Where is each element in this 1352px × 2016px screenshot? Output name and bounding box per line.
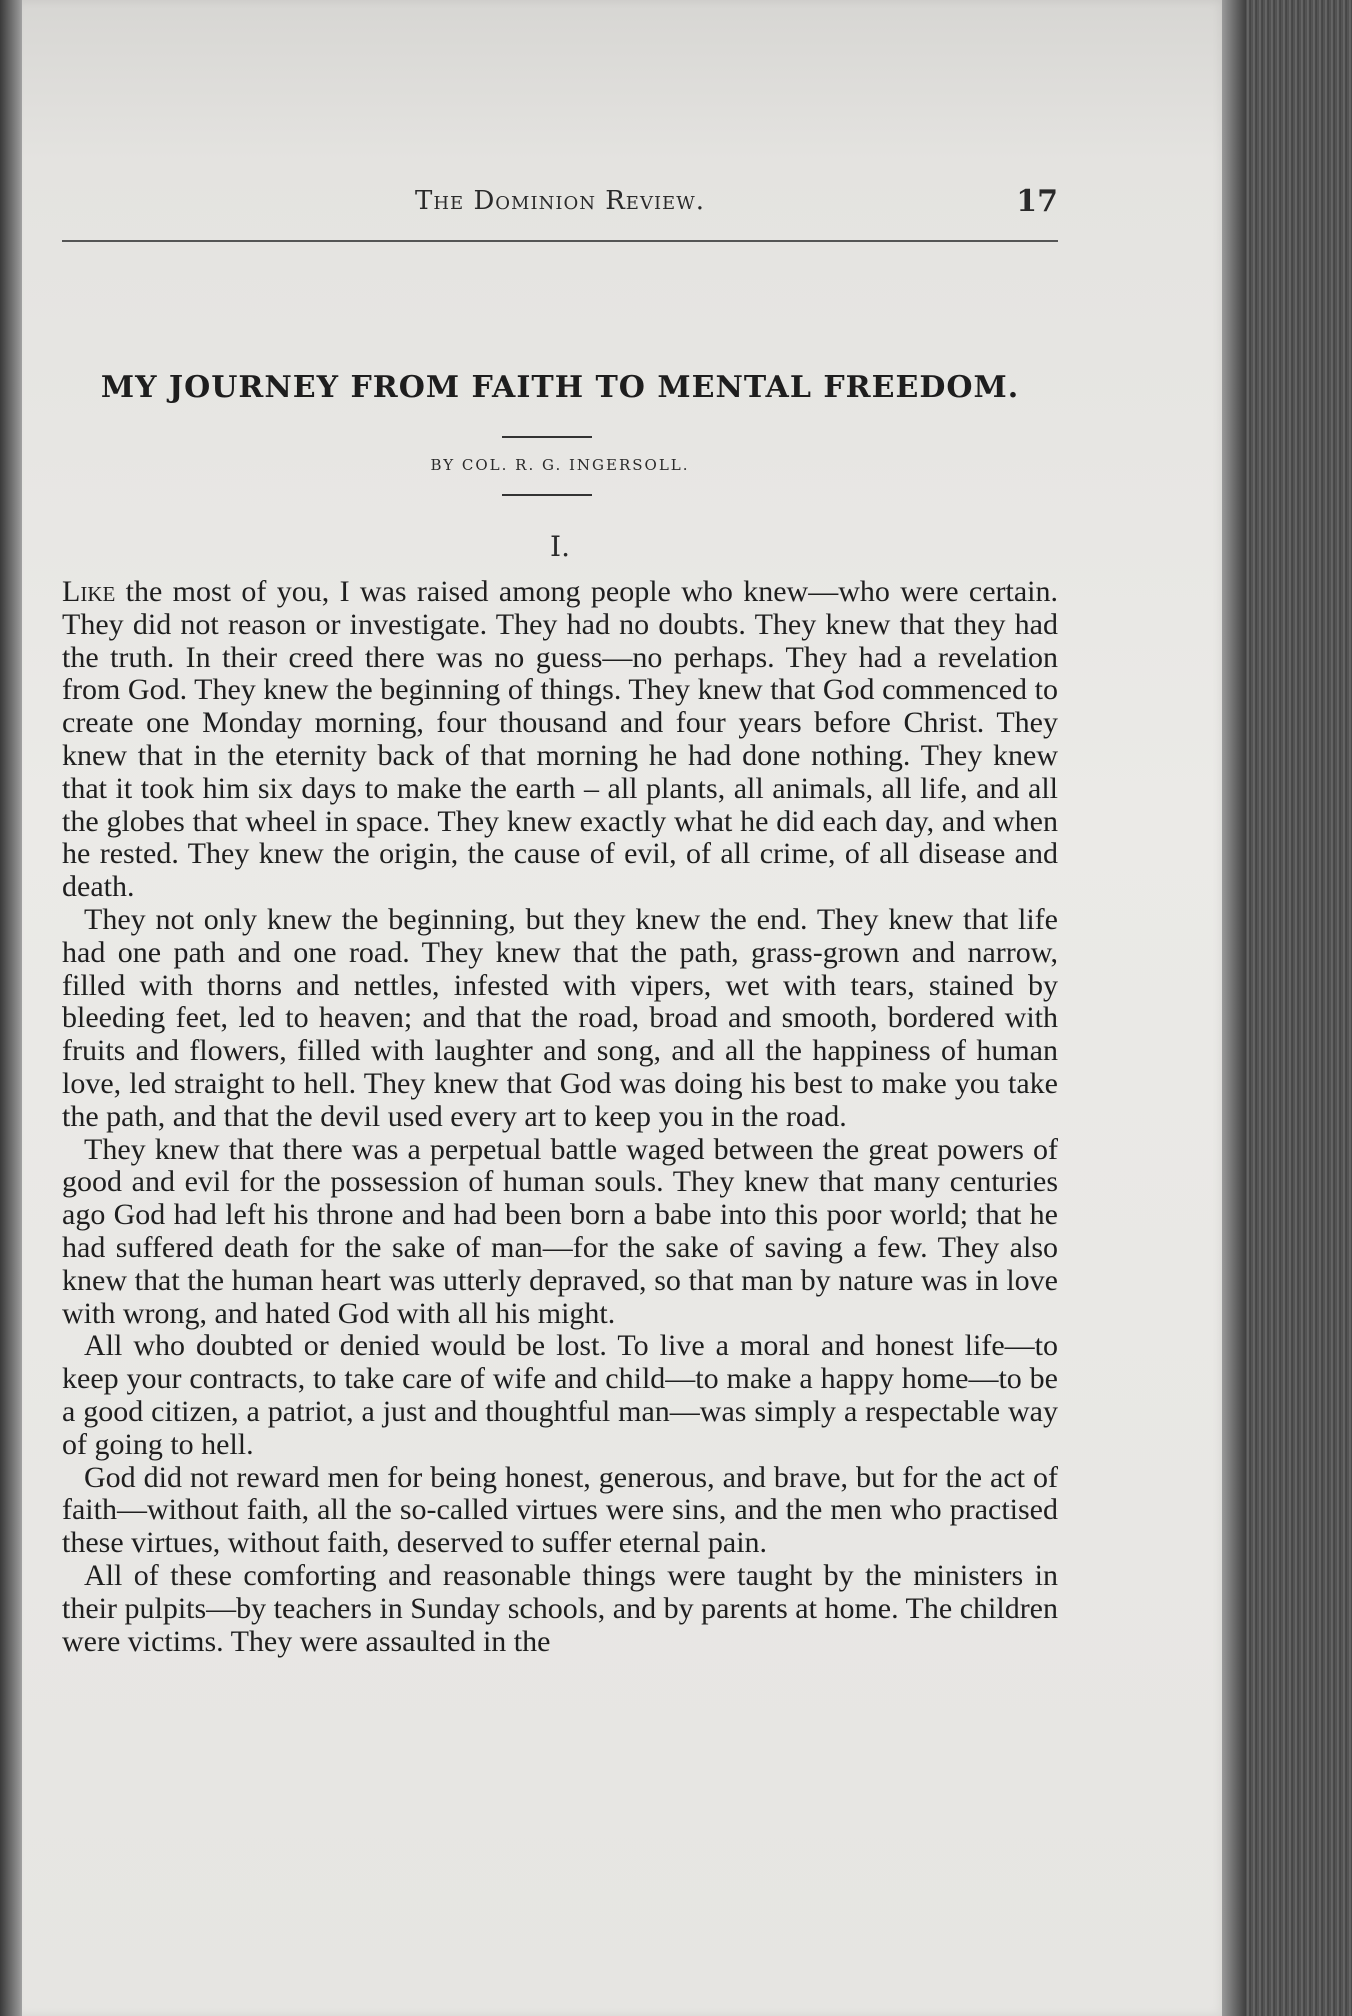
page-number: 17 — [1016, 184, 1058, 219]
running-head — [62, 186, 1058, 226]
title-rule — [502, 436, 592, 438]
byline: BY COL. R. G. INGERSOLL. — [430, 456, 690, 474]
paragraph: They not only knew the beginning, but they knew the end. They knew that life had one path and one road. They knew that the path, grass-grown and narrow, filled with thorns and nettles, infested with vipers, wet with tears, stained by bleeding feet, led to heaven; and that the road, broad and smooth, bordered with fruits and flowers, filled with laughter and song, and all the happiness of human love, led straight to hell. They knew that God was doing his best to make you take the path, and that the devil used every art to keep you in the road. — [62, 902, 1058, 1133]
byline-rule — [502, 494, 592, 496]
paragraph-text: the most of you, I was raised among people who knew—who were certain. They did not reason or investigate. They had no doubts. They knew that they had the truth. In their creed there was no guess—no perhaps. They had a revelation from God. They knew the beginning of things. They knew that God commenced to create one Monday morning, four thousand and four years before Christ. They knew that in the eternity back of that morning he had done nothing. They knew that it took him six days to make the earth – all plants, all animals, all life, and all the globes that wheel in space. They knew exactly what he did each day, and when he rested. They knew the origin, the cause of evil, of all crime, of all disease and death. — [62, 575, 1058, 904]
header-rule — [62, 240, 1058, 242]
journal-name: The Dominion Review. — [415, 186, 705, 216]
lead-word: Like — [62, 575, 116, 608]
paragraph: All of these comforting and reasonable things were taught by the ministers in their pulpits—by teachers in Sunday schools, and by parents at home. The children were victims. They were assaulted in the — [62, 1558, 1058, 1658]
paragraph: All who doubted or denied would be lost. To live a moral and honest life—to keep your contracts, to take care of wife and child—to make a happy home—to be a good citizen, a patriot, a just and thoughtful man—was simply a respectable way of going to hell. — [62, 1329, 1058, 1461]
paragraph — [62, 576, 1058, 904]
section-number: I. — [550, 530, 570, 563]
article-body — [62, 576, 1058, 1658]
article-title: MY JOURNEY FROM FAITH TO MENTAL FREEDOM. — [100, 370, 1020, 405]
paragraph: God did not reward men for being honest, generous, and brave, but for the act of faith—without faith, all the so-called virtues were sins, and the men who practised these virtues, without faith, deserved to suffer eternal pain. — [62, 1460, 1058, 1560]
page-edge-shading — [1222, 0, 1246, 2016]
paragraph: They knew that there was a perpetual battle waged between the great powers of good and evil for the possession of human souls. They knew that many centuries ago God had left his throne and had been born a babe into this poor world; that he had suffered death for the sake of man—for the sake of saving a few. They also knew that the human heart was utterly depraved, so that man by nature was in love with wrong, and hated God with all his might. — [62, 1132, 1058, 1330]
